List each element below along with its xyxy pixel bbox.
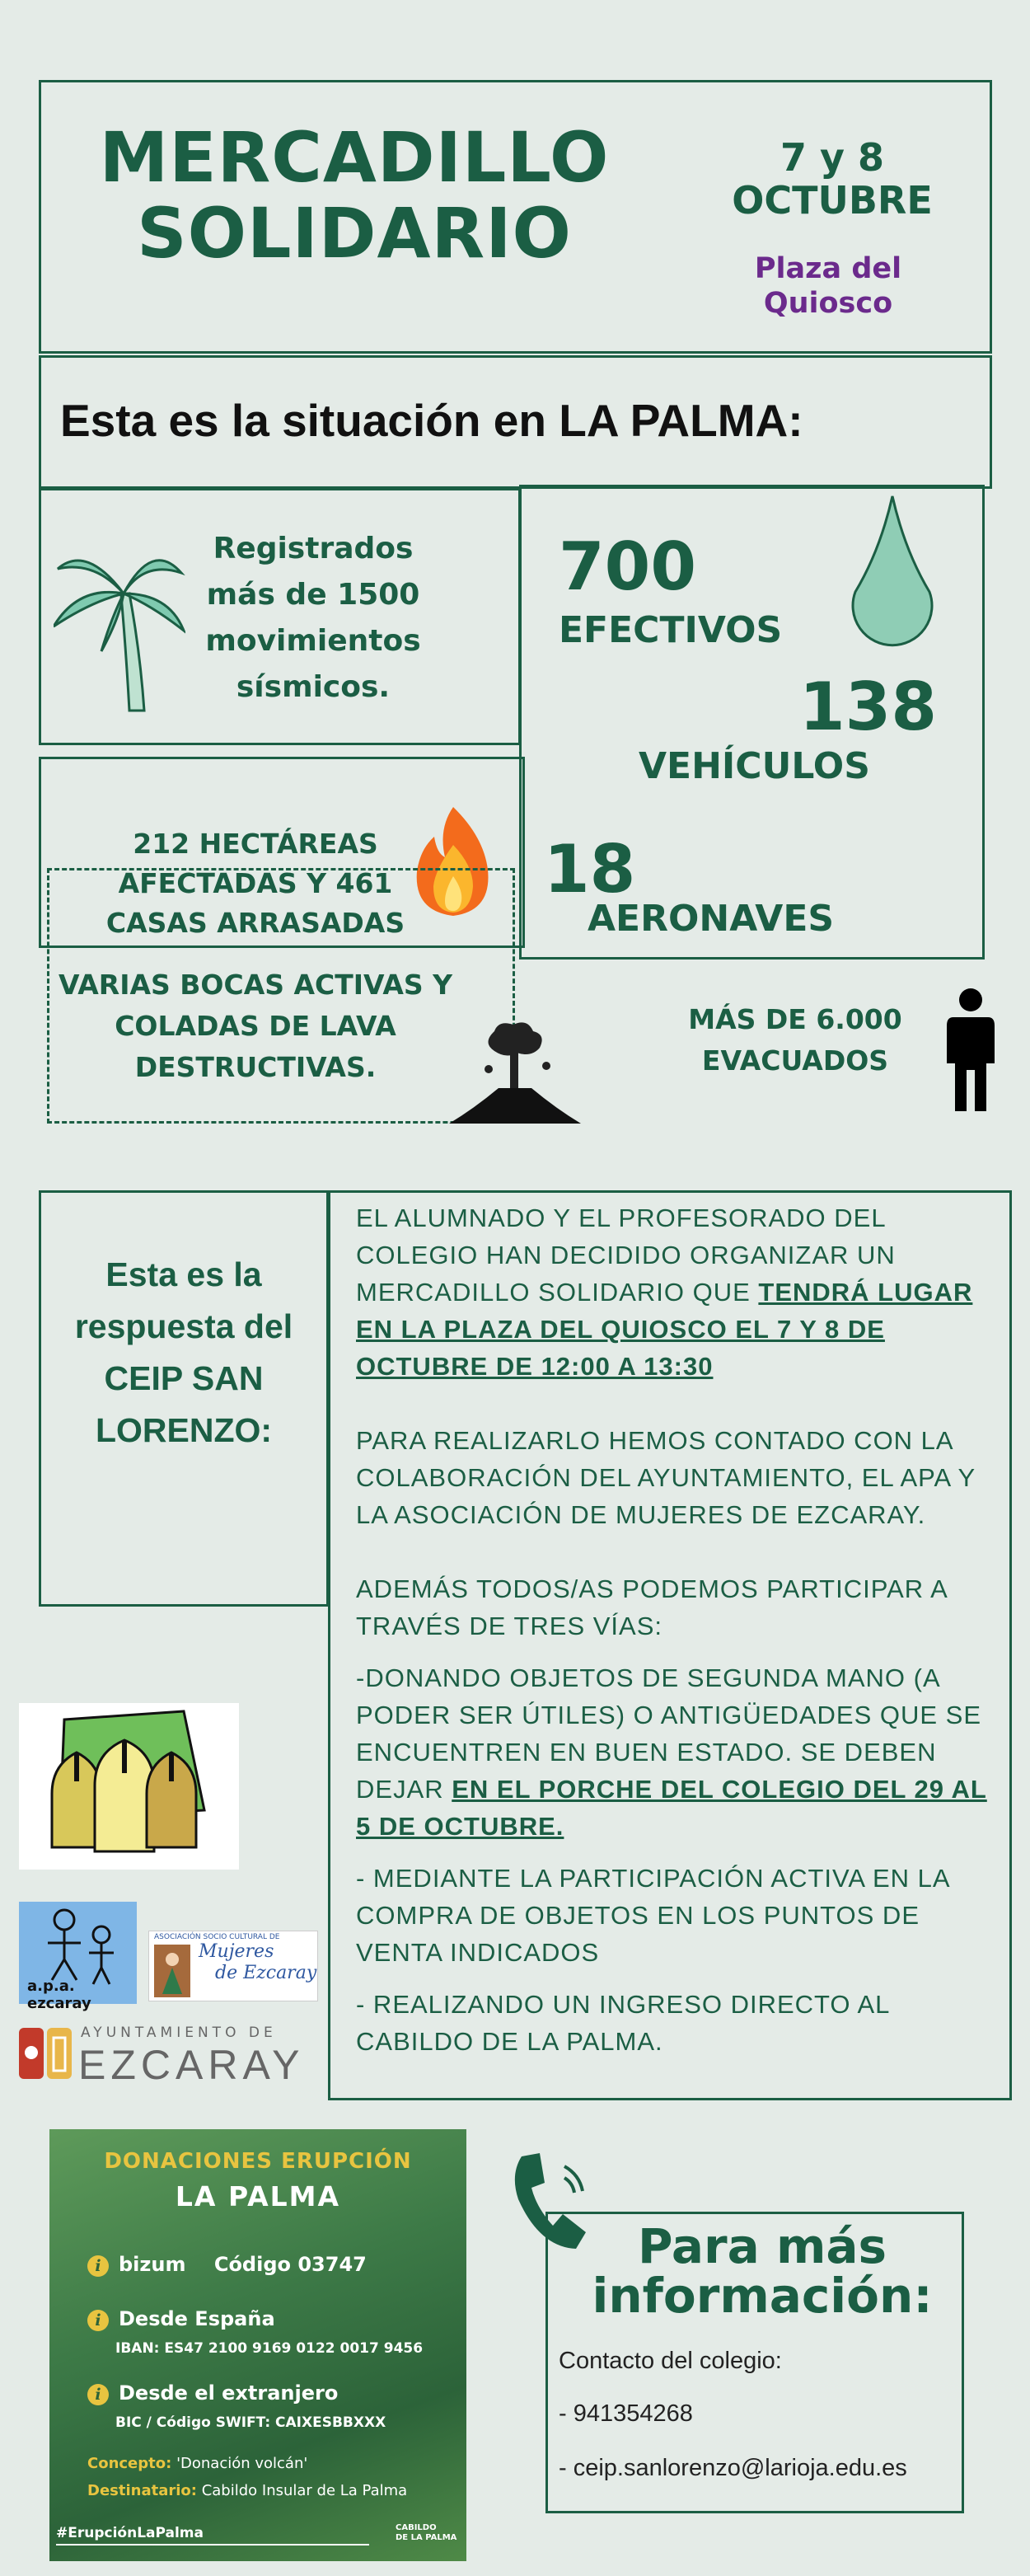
paragraph-deposit: - REALIZANDO UN INGRESO DIRECTO AL CABILDO DE LA PALMA. (356, 1990, 890, 2056)
person-icon (943, 988, 998, 1113)
paragraph-collaboration: PARA REALIZARLO HEMOS CONTADO CON LA COLABORACIÓN DEL AYUNTAMIENTO, EL APA Y LA ASOCIACIÓN DE MUJERES DE EZCARAY. (356, 1426, 976, 1529)
title-line-2: SOLIDARIO (137, 193, 572, 274)
event-time-place: TENDRÁ LUGAR EN LA PLAZA DEL QUIOSCO EL 7 Y 8 DE OCTUBRE DE 12:00 A 13:30 (356, 1278, 973, 1381)
stat-label-aircraft: AERONAVES (588, 898, 835, 940)
stat-label-vehicles: VEHÍCULOS (639, 745, 870, 787)
bic-text: BIC / Código SWIFT: CAIXESBBXXX (115, 2414, 386, 2431)
coat-of-arms-icon (19, 2025, 73, 2082)
hashtag-underline (56, 2544, 369, 2546)
hectares-text: 212 HECTÁREAS AFECTADAS Y 461 CASAS ARRASADAS (105, 828, 405, 939)
town-hall-top-text: AYUNTAMIENTO DE (81, 2025, 277, 2041)
cabildo-logo: CABILDO DE LA PALMA (396, 2523, 457, 2542)
seismic-text: Registrados más de 1500 movimientos sísmicos. (205, 532, 421, 704)
mujeres-logo (148, 1931, 318, 2001)
evacuated-text: MÁS DE 6.000 EVACUADOS (688, 1003, 902, 1077)
donation-card (49, 2129, 466, 2561)
contact-label: Contacto del colegio: (559, 2348, 782, 2374)
stat-number-vehicles: 138 (799, 669, 937, 745)
response-heading: Esta es la respuesta del CEIP SAN LORENZO: (74, 1255, 293, 1449)
contact-heading: Para más información: (592, 2218, 933, 2324)
school-logo (19, 1703, 239, 1870)
place-line-1: Plaza del (754, 252, 902, 285)
info-icon: i (87, 2384, 109, 2405)
drop-off-info: EN EL PORCHE DEL COLEGIO DEL 29 AL 5 DE OCTUBRE. (356, 1775, 987, 1841)
dates-line-1: 7 y 8 (780, 135, 885, 180)
bizum-row (87, 2253, 367, 2277)
donation-title: DONACIONES ERUPCIÓN (104, 2149, 412, 2174)
stat-label-personnel: EFECTIVOS (559, 609, 783, 651)
response-body (356, 1199, 999, 2075)
water-drop-icon (847, 493, 938, 650)
pencils-icon (19, 1703, 239, 1870)
woman-figure-icon (154, 1945, 190, 1997)
spain-row: i Desde España (87, 2307, 275, 2331)
place-line-2: Quiosco (763, 287, 893, 320)
situation-heading: Esta es la situación en LA PALMA: (60, 395, 803, 446)
title-line-1: MERCADILLO (99, 117, 610, 198)
info-icon: i (87, 2255, 109, 2277)
concept-row: Concepto: 'Donación volcán' (87, 2455, 308, 2472)
dates-line-2: OCTUBRE (732, 178, 933, 223)
stat-number-aircraft: 18 (544, 831, 636, 908)
bizum-code: Código 03747 (213, 2253, 367, 2276)
paragraph-organize: EL ALUMNADO Y EL PROFESORADO DEL COLEGIO HAN DECIDIDO ORGANIZAR UN MERCADILLO SOLIDARIO QUE TENDRÁ LUGAR EN LA PLAZA DEL QUIOSCO EL 7 Y 8 DE OCTUBRE DE 12:00 A 13:30 (356, 1204, 973, 1381)
volcano-icon (449, 1018, 581, 1125)
abroad-row: i Desde el extranjero (87, 2381, 338, 2405)
event-title (82, 117, 626, 274)
paragraph-participate: ADEMÁS TODOS/AS PODEMOS PARTICIPAR A TRAVÉS DE TRES VÍAS: (356, 1574, 948, 1640)
bizum-brand: bizum (119, 2253, 186, 2276)
apa-text: a.p.a. ezcaray (27, 1978, 91, 2012)
mujeres-name: Mujeres de Ezcaray (199, 1941, 317, 1983)
event-place (725, 251, 931, 321)
palm-tree-icon (54, 536, 185, 717)
recipient-row: Destinatario: Cabildo Insular de La Palma (87, 2482, 408, 2499)
paragraph-buy: - MEDIANTE LA PARTICIPACIÓN ACTIVA EN LA COMPRA DE OBJETOS EN LOS PUNTOS DE VENTA INDICADOS (356, 1864, 949, 1967)
info-icon: i (87, 2310, 109, 2331)
event-dates (709, 136, 956, 222)
town-hall-logo (19, 2025, 324, 2088)
stat-number-personnel: 700 (559, 528, 696, 605)
iban-text: IBAN: ES47 2100 9169 0122 0017 9456 (115, 2340, 424, 2357)
paragraph-donate-objects: -DONANDO OBJETOS DE SEGUNDA MANO (A PODER SER ÚTILES) O ANTIGÜEDADES QUE SE ENCUENTREN EN BUEN ESTADO. SE DEBEN DEJAR EN EL PORCHE DEL COLEGIO DEL 29 AL 5 DE OCTUBRE. (356, 1663, 987, 1841)
contact-phone[interactable]: - 941354268 (559, 2400, 693, 2427)
donation-subtitle: LA PALMA (175, 2180, 341, 2212)
hashtag: #ErupciónLaPalma (56, 2525, 204, 2541)
contact-email[interactable]: - ceip.sanlorenzo@larioja.edu.es (559, 2455, 907, 2481)
town-hall-name: EZCARAY (78, 2042, 305, 2088)
apa-logo (19, 1902, 137, 2012)
mujeres-small-text: ASOCIACIÓN SOCIO CULTURAL DE (154, 1933, 280, 1941)
lava-text: VARIAS BOCAS ACTIVAS Y COLADAS DE LAVA DESTRUCTIVAS. (58, 969, 453, 1083)
